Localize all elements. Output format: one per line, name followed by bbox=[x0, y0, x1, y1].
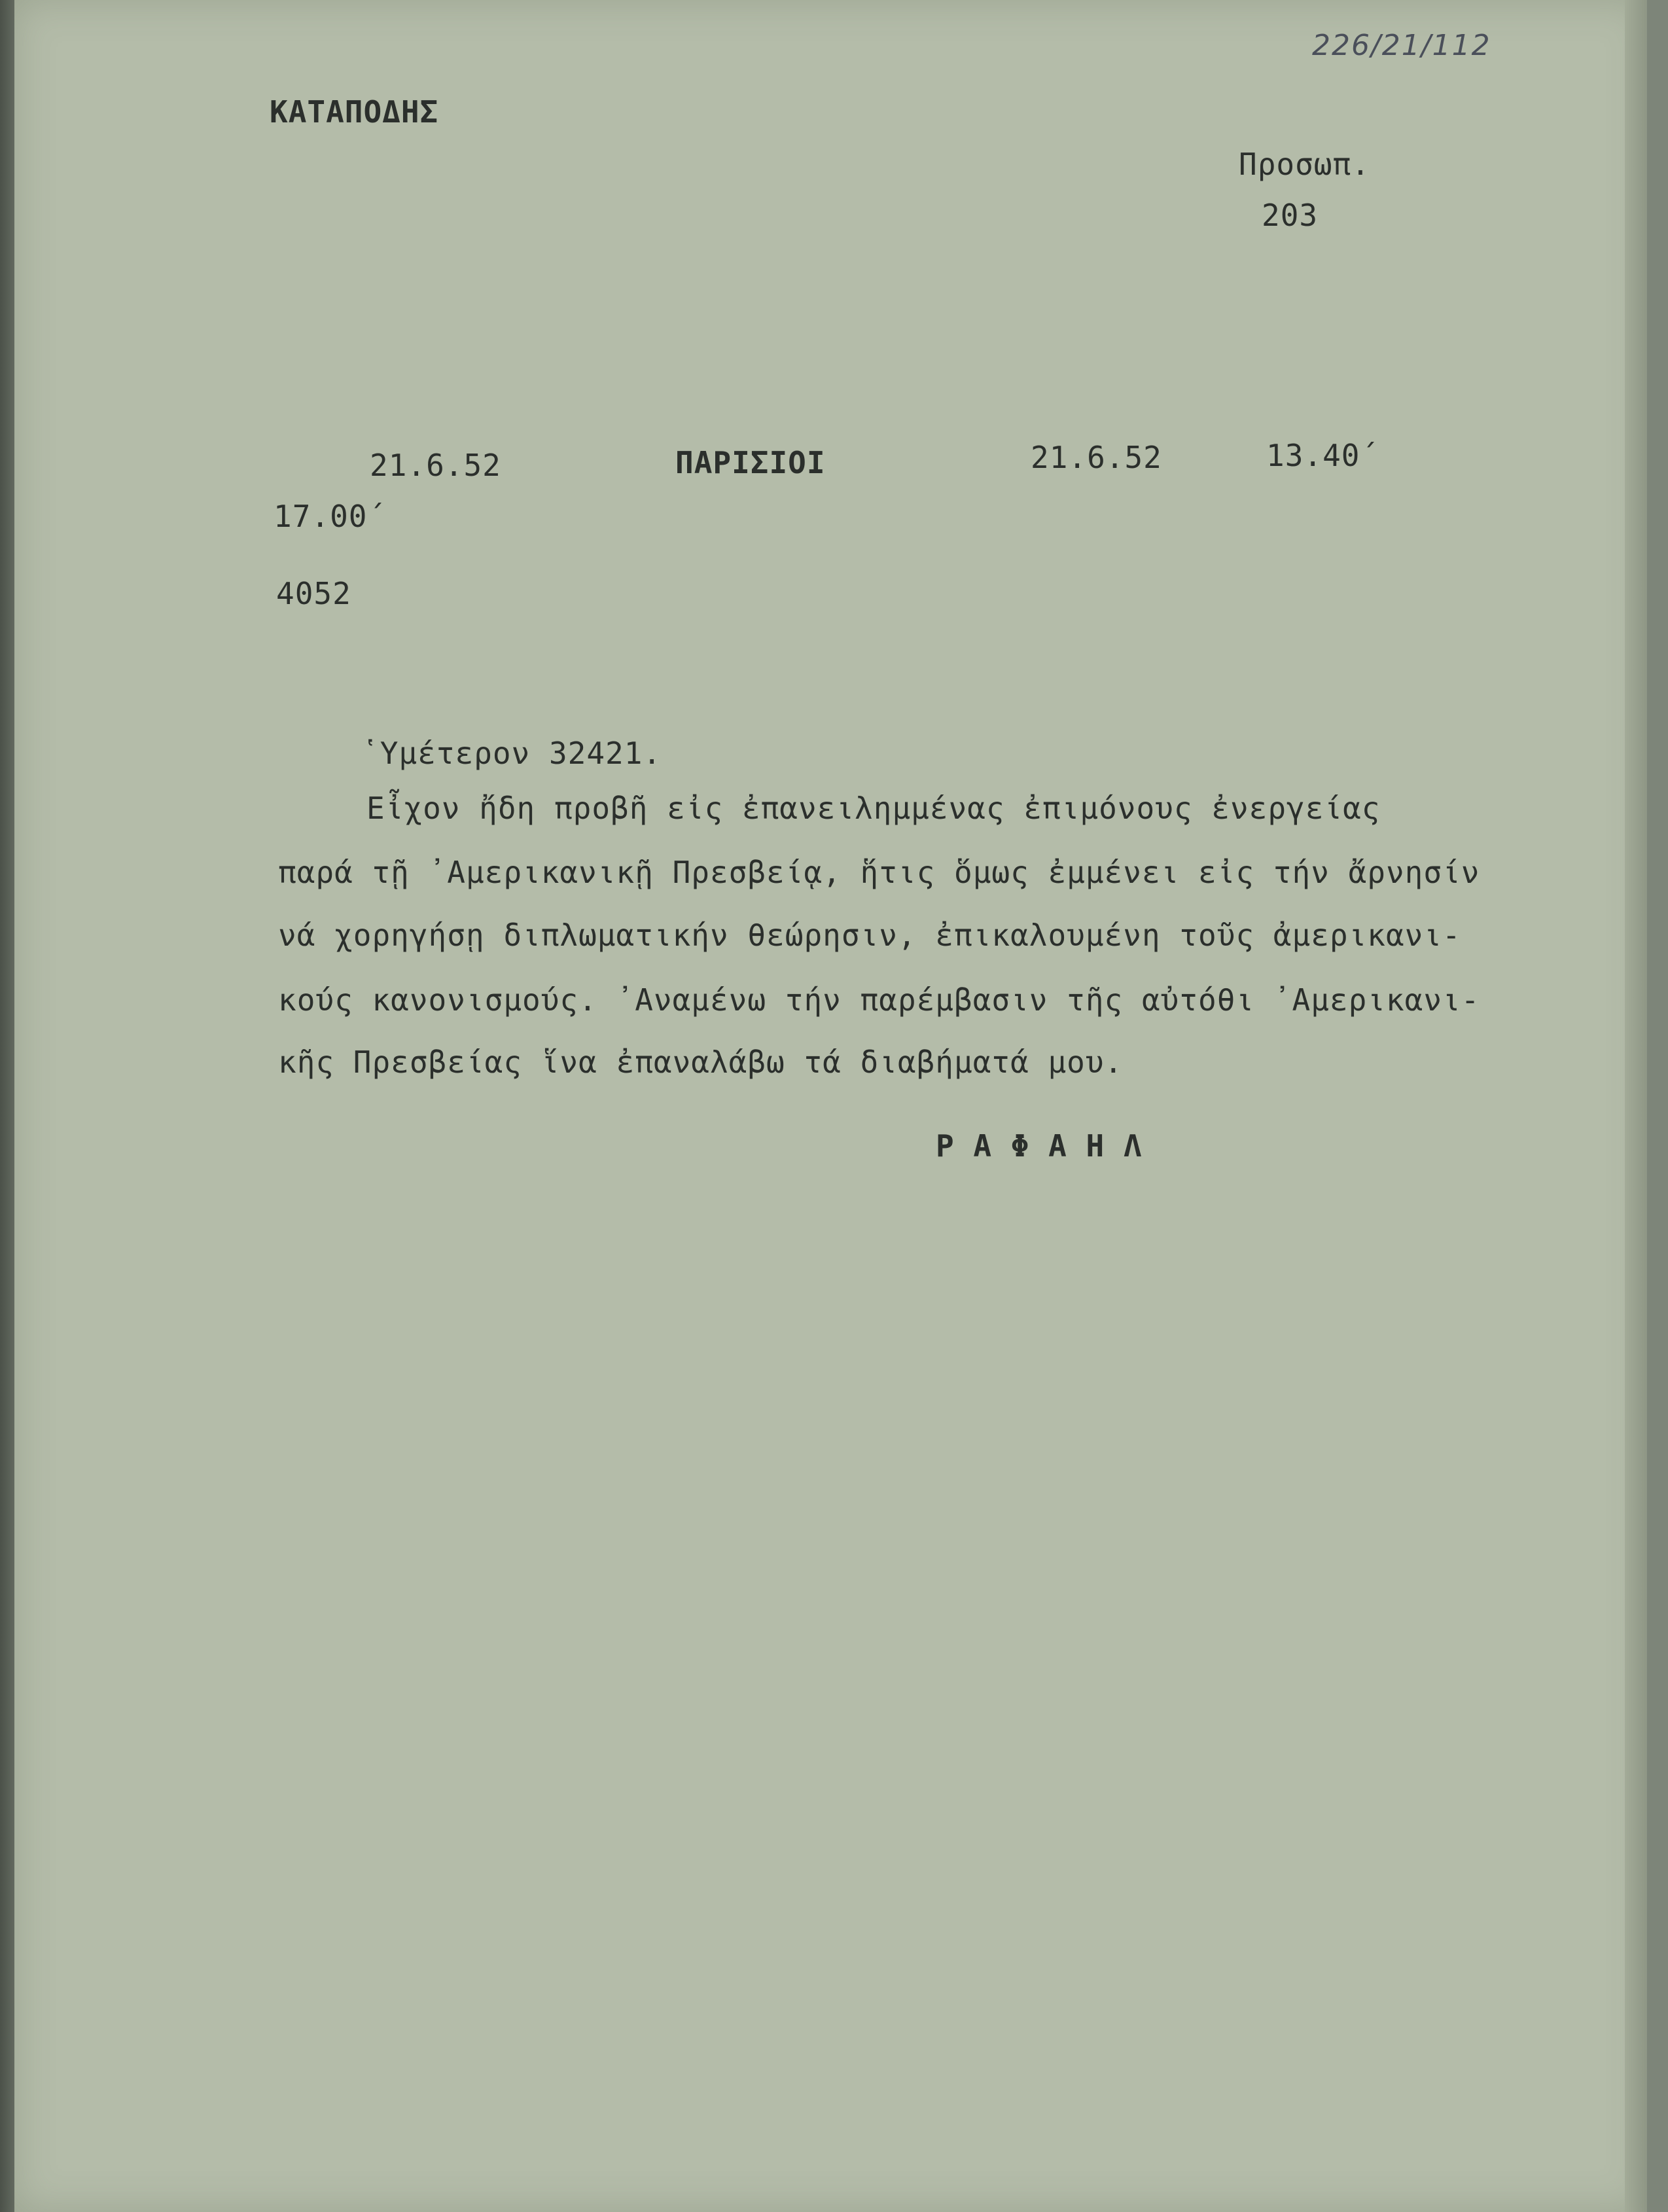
body-line: κῆς Πρεσβείας ἵνα ἐπαναλάβω τά διαβήματά μου. bbox=[278, 1044, 1124, 1080]
date-received: 21.6.52 bbox=[1031, 440, 1162, 475]
classification-mark: Προσωπ. bbox=[1239, 147, 1370, 182]
time-sent: 13.40΄ bbox=[1266, 438, 1379, 473]
protocol-number: 4052 bbox=[276, 576, 351, 611]
archive-reference: 226/21/112 bbox=[1312, 29, 1491, 62]
body-line: παρά τῇ ᾿Αμερικανικῇ Πρεσβείᾳ, ἥτις ὅμως ἐμμένει εἰς τήν ἄρνησίν bbox=[278, 855, 1480, 890]
series-number: 203 bbox=[1262, 198, 1319, 233]
time-received: 17.00΄ bbox=[274, 499, 387, 534]
origin-city: ΠΑΡΙΣΙΟΙ bbox=[675, 445, 826, 480]
recipient-name: ΚΑΤΑΠΟΔΗΣ bbox=[270, 94, 439, 130]
signature: Ρ Α Φ Α Η Λ bbox=[936, 1128, 1143, 1164]
date-sent: 21.6.52 bbox=[370, 448, 501, 483]
body-line: κούς κανονισμούς. ᾿Αναμένω τήν παρέμβασιν τῆς αὐτόθι ᾿Αμερικανι- bbox=[278, 982, 1480, 1018]
body-line: Εἶχον ἤδη προβῆ εἰς ἐπανειλημμένας ἐπιμόνους ἐνεργείας bbox=[366, 791, 1381, 826]
page-edge bbox=[1625, 0, 1647, 2212]
document-page bbox=[14, 0, 1647, 2212]
body-line: νά χορηγήσῃ διπλωματικήν θεώρησιν, ἐπικαλουμένη τοῦς ἀμερικανι- bbox=[278, 918, 1461, 953]
reference-line: ῾Υμέτερον 32421. bbox=[361, 736, 662, 771]
